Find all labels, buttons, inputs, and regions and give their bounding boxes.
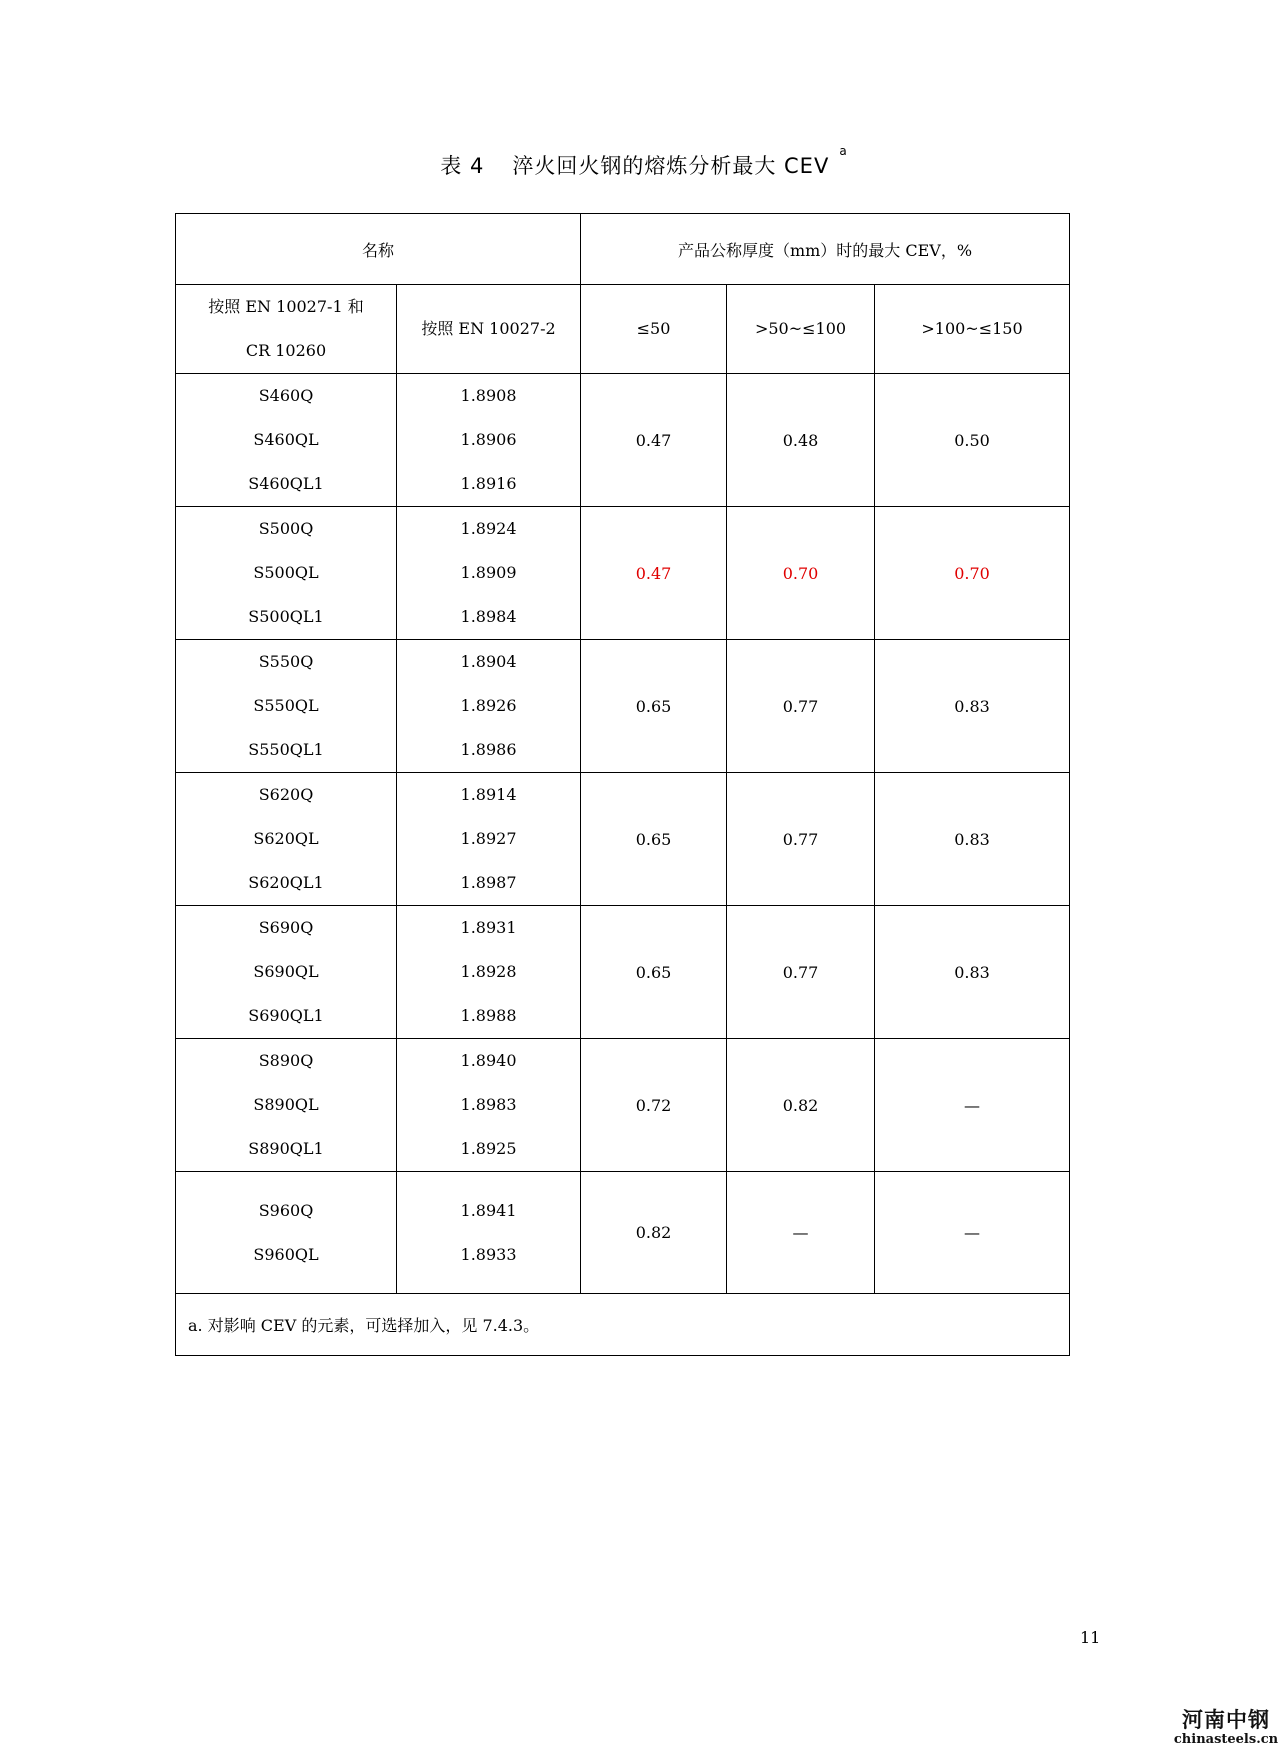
grade-name: S460Q — [258, 386, 314, 405]
grade-name: S890Q — [258, 1051, 314, 1070]
en10027-1-header-line1: 按照 EN 10027-1 和 — [208, 297, 364, 316]
material-number: 1.8904 — [460, 652, 517, 671]
material-number: 1.8914 — [460, 785, 517, 804]
material-number: 1.8940 — [460, 1051, 517, 1070]
cev-value: 0.65 — [581, 906, 727, 1039]
grade-name: S500QL — [253, 563, 319, 582]
grade-name: S460QL — [253, 430, 319, 449]
material-number: 1.8924 — [460, 519, 517, 538]
grade-names — [176, 640, 397, 773]
cev-value-dash: — — [875, 1039, 1070, 1172]
material-number: 1.8927 — [460, 829, 517, 848]
steel-group-s460 — [176, 374, 1070, 507]
table-number: 表 4 — [440, 154, 485, 178]
cev-value: 0.72 — [581, 1039, 727, 1172]
footnote-row — [176, 1294, 1070, 1356]
cev-value-dash: — — [727, 1172, 875, 1294]
grade-name: S500Q — [258, 519, 314, 538]
cev-value-highlighted: 0.47 — [581, 507, 727, 640]
grade-name: S690Q — [258, 918, 314, 937]
steel-group-s960 — [176, 1172, 1070, 1294]
material-numbers — [397, 1039, 581, 1172]
footnote-marker: a — [839, 144, 848, 158]
page-number: 11 — [1080, 1628, 1101, 1647]
cev-value: 0.65 — [581, 640, 727, 773]
material-numbers — [397, 773, 581, 906]
grade-name: S890QL1 — [248, 1139, 324, 1158]
steel-group-s890 — [176, 1039, 1070, 1172]
steel-group-s690 — [176, 906, 1070, 1039]
en10027-1-header — [176, 285, 397, 374]
steel-group-s620 — [176, 773, 1070, 906]
cev-value: 0.83 — [875, 640, 1070, 773]
cev-value: 0.82 — [581, 1172, 727, 1294]
material-number: 1.8909 — [460, 563, 517, 582]
grade-names — [176, 1039, 397, 1172]
cev-value: 0.47 — [581, 374, 727, 507]
material-numbers — [397, 906, 581, 1039]
cev-value-highlighted: 0.70 — [727, 507, 875, 640]
table-footnote: a. 对影响 CEV 的元素，可选择加入，见 7.4.3。 — [176, 1294, 1070, 1356]
material-numbers — [397, 1172, 581, 1294]
grade-names — [176, 374, 397, 507]
cev-value-dash: — — [875, 1172, 1070, 1294]
material-number: 1.8926 — [460, 696, 517, 715]
watermark-logo — [1170, 1710, 1282, 1746]
grade-name: S460QL1 — [248, 474, 324, 493]
grade-name: S890QL — [253, 1095, 319, 1114]
cev-value: 0.77 — [727, 906, 875, 1039]
grade-name: S550QL1 — [248, 740, 324, 759]
grade-name: S620QL — [253, 829, 319, 848]
material-number: 1.8925 — [460, 1139, 517, 1158]
material-number: 1.8908 — [460, 386, 517, 405]
cev-value-highlighted: 0.70 — [875, 507, 1070, 640]
material-number: 1.8906 — [460, 430, 517, 449]
material-number: 1.8941 — [460, 1200, 517, 1220]
material-number: 1.8931 — [460, 918, 517, 937]
grade-name: S550Q — [258, 652, 314, 671]
grade-names — [176, 773, 397, 906]
grade-name: S620QL1 — [248, 873, 324, 892]
en10027-2-header: 按照 EN 10027-2 — [397, 285, 581, 374]
grade-name: S960Q — [258, 1200, 314, 1220]
cev-value: 0.50 — [875, 374, 1070, 507]
material-number: 1.8928 — [460, 962, 517, 981]
table-title: 淬火回火钢的熔炼分析最大 CEV — [512, 154, 830, 178]
thickness-header-1: ≤50 — [581, 285, 727, 374]
watermark-domain: chinasteels.cn — [1173, 1732, 1279, 1747]
material-number: 1.8987 — [460, 873, 517, 892]
header-row-1 — [176, 214, 1070, 285]
grade-names — [176, 1172, 397, 1294]
material-numbers — [397, 640, 581, 773]
material-numbers — [397, 507, 581, 640]
material-number: 1.8933 — [460, 1244, 517, 1264]
watermark-chinese: 河南中钢 — [1182, 1708, 1270, 1732]
table-caption — [0, 144, 1288, 180]
grade-name: S960QL — [253, 1244, 319, 1264]
cev-group-header: 产品公称厚度（mm）时的最大 CEV，% — [581, 214, 1070, 285]
cev-value: 0.65 — [581, 773, 727, 906]
grade-names — [176, 906, 397, 1039]
grade-names — [176, 507, 397, 640]
steel-group-s500 — [176, 507, 1070, 640]
material-number: 1.8984 — [460, 607, 517, 626]
cev-value: 0.48 — [727, 374, 875, 507]
material-number: 1.8988 — [460, 1006, 517, 1025]
material-number: 1.8983 — [460, 1095, 517, 1114]
grade-name: S690QL — [253, 962, 319, 981]
grade-name: S620Q — [258, 785, 314, 804]
cev-value: 0.77 — [727, 640, 875, 773]
en10027-1-header-line2: CR 10260 — [245, 341, 327, 360]
cev-value: 0.83 — [875, 906, 1070, 1039]
steel-group-s550 — [176, 640, 1070, 773]
name-group-header: 名称 — [176, 214, 581, 285]
material-number: 1.8986 — [460, 740, 517, 759]
header-row-2 — [176, 285, 1070, 374]
grade-name: S690QL1 — [248, 1006, 324, 1025]
grade-name: S500QL1 — [248, 607, 324, 626]
cev-table — [175, 213, 1070, 1356]
thickness-header-3: >100~≤150 — [875, 285, 1070, 374]
grade-name: S550QL — [253, 696, 319, 715]
material-number: 1.8916 — [460, 474, 517, 493]
cev-value: 0.83 — [875, 773, 1070, 906]
cev-value: 0.77 — [727, 773, 875, 906]
cev-value: 0.82 — [727, 1039, 875, 1172]
material-numbers — [397, 374, 581, 507]
thickness-header-2: >50~≤100 — [727, 285, 875, 374]
